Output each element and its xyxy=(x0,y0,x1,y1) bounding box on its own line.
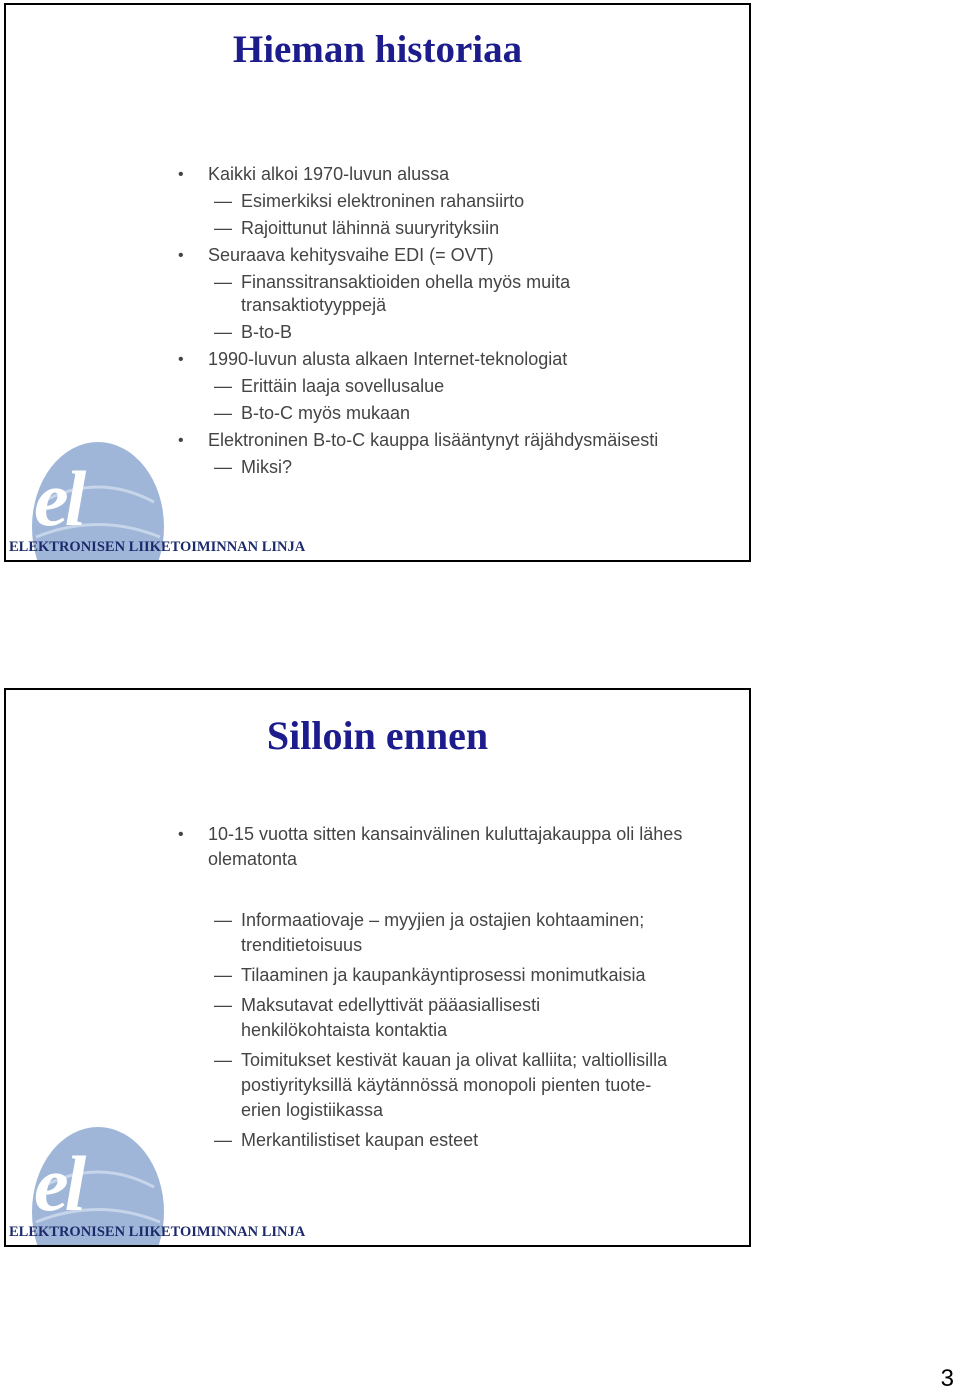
bullet-icon: • xyxy=(178,247,184,264)
sub-bullet-text: Merkantilistiset kaupan esteet xyxy=(241,1130,479,1150)
dash-icon: — xyxy=(214,1130,232,1150)
bullet-text: 1990-luvun alusta alkaen Internet-teknologiat xyxy=(208,349,568,369)
sub-bullet-item xyxy=(6,217,729,240)
sub-bullet-item xyxy=(6,190,729,213)
sub-bullet-item xyxy=(6,908,721,958)
dash-icon: — xyxy=(214,457,232,477)
bullet-text: Kaikki alkoi 1970-luvun alussa xyxy=(208,164,450,184)
dash-icon: — xyxy=(214,995,232,1015)
sub-bullet-text: Informaatiovaje – myyjien ja ostajien kohtaaminen; trenditietoisuus xyxy=(241,910,645,955)
dash-icon: — xyxy=(214,1050,232,1070)
logo-mark: el xyxy=(34,1140,83,1227)
bullet-icon: • xyxy=(178,432,184,449)
sub-bullet-text: B-to-C myös mukaan xyxy=(241,403,411,423)
bullet-icon: • xyxy=(178,826,184,843)
slide-hieman-historiaa xyxy=(4,3,751,562)
slide-silloin-ennen xyxy=(4,688,751,1247)
dash-icon: — xyxy=(214,376,232,396)
dash-icon: — xyxy=(214,322,232,342)
logo-mark: el xyxy=(34,455,83,542)
bullet-item xyxy=(6,163,729,186)
page-number: 3 xyxy=(940,1365,954,1392)
dash-icon: — xyxy=(214,191,232,211)
bullet-text: 10-15 vuotta sitten kansainvälinen kuluttajakauppa oli lähes olematonta xyxy=(208,824,683,869)
sub-bullet-text: Maksutavat edellyttivät pääasiallisesti henkilökohtaista kontaktia xyxy=(241,995,541,1040)
logo-footer-text: ELEKTRONISEN LIIKETOIMINNAN LINJA xyxy=(9,539,306,555)
bullet-item xyxy=(6,348,729,371)
sub-bullet-item xyxy=(6,375,729,398)
bullet-item xyxy=(6,822,718,872)
bullet-icon: • xyxy=(178,351,184,368)
sub-bullet-item xyxy=(6,963,729,988)
slide-title: Hieman historiaa xyxy=(232,28,523,71)
dash-icon: — xyxy=(214,272,232,292)
dash-icon: — xyxy=(214,965,232,985)
sub-bullet-text: Finanssitransaktioiden ohella myös muita transaktiotyyppejä xyxy=(241,272,571,315)
sub-bullet-text: B-to-B xyxy=(241,322,293,342)
sub-bullet-text: Miksi? xyxy=(241,457,293,477)
bullet-item xyxy=(6,244,729,267)
el-logo xyxy=(6,1095,306,1245)
sub-bullet-text: Toimitukset kestivät kauan ja olivat kalliita; valtiollisilla postiyrityksillä käytännössä monopoli pienten tuote-erien logistiikassa xyxy=(241,1050,668,1120)
bullet-icon: • xyxy=(178,166,184,183)
dash-icon: — xyxy=(214,218,232,238)
logo-footer-text: ELEKTRONISEN LIIKETOIMINNAN LINJA xyxy=(9,1224,306,1240)
bullet-text: Elektroninen B-to-C kauppa lisääntynyt räjähdysmäisesti xyxy=(208,430,659,450)
sub-bullet-text: Tilaaminen ja kaupankäyntiprosessi monimutkaisia xyxy=(241,965,646,985)
sub-bullet-item xyxy=(6,321,729,344)
dash-icon: — xyxy=(214,910,232,930)
dash-icon: — xyxy=(214,403,232,423)
slide-title: Silloin ennen xyxy=(266,713,489,758)
el-logo xyxy=(6,410,306,560)
sub-bullet-text: Erittäin laaja sovellusalue xyxy=(241,376,445,396)
bullet-text: Seuraava kehitysvaihe EDI (= OVT) xyxy=(208,245,494,265)
sub-bullet-text: Rajoittunut lähinnä suuryrityksiin xyxy=(241,218,500,238)
spacer xyxy=(6,872,749,903)
sub-bullet-text: Esimerkiksi elektroninen rahansiirto xyxy=(241,191,525,211)
sub-bullet-item xyxy=(6,271,641,317)
sub-bullet-item xyxy=(6,993,601,1043)
